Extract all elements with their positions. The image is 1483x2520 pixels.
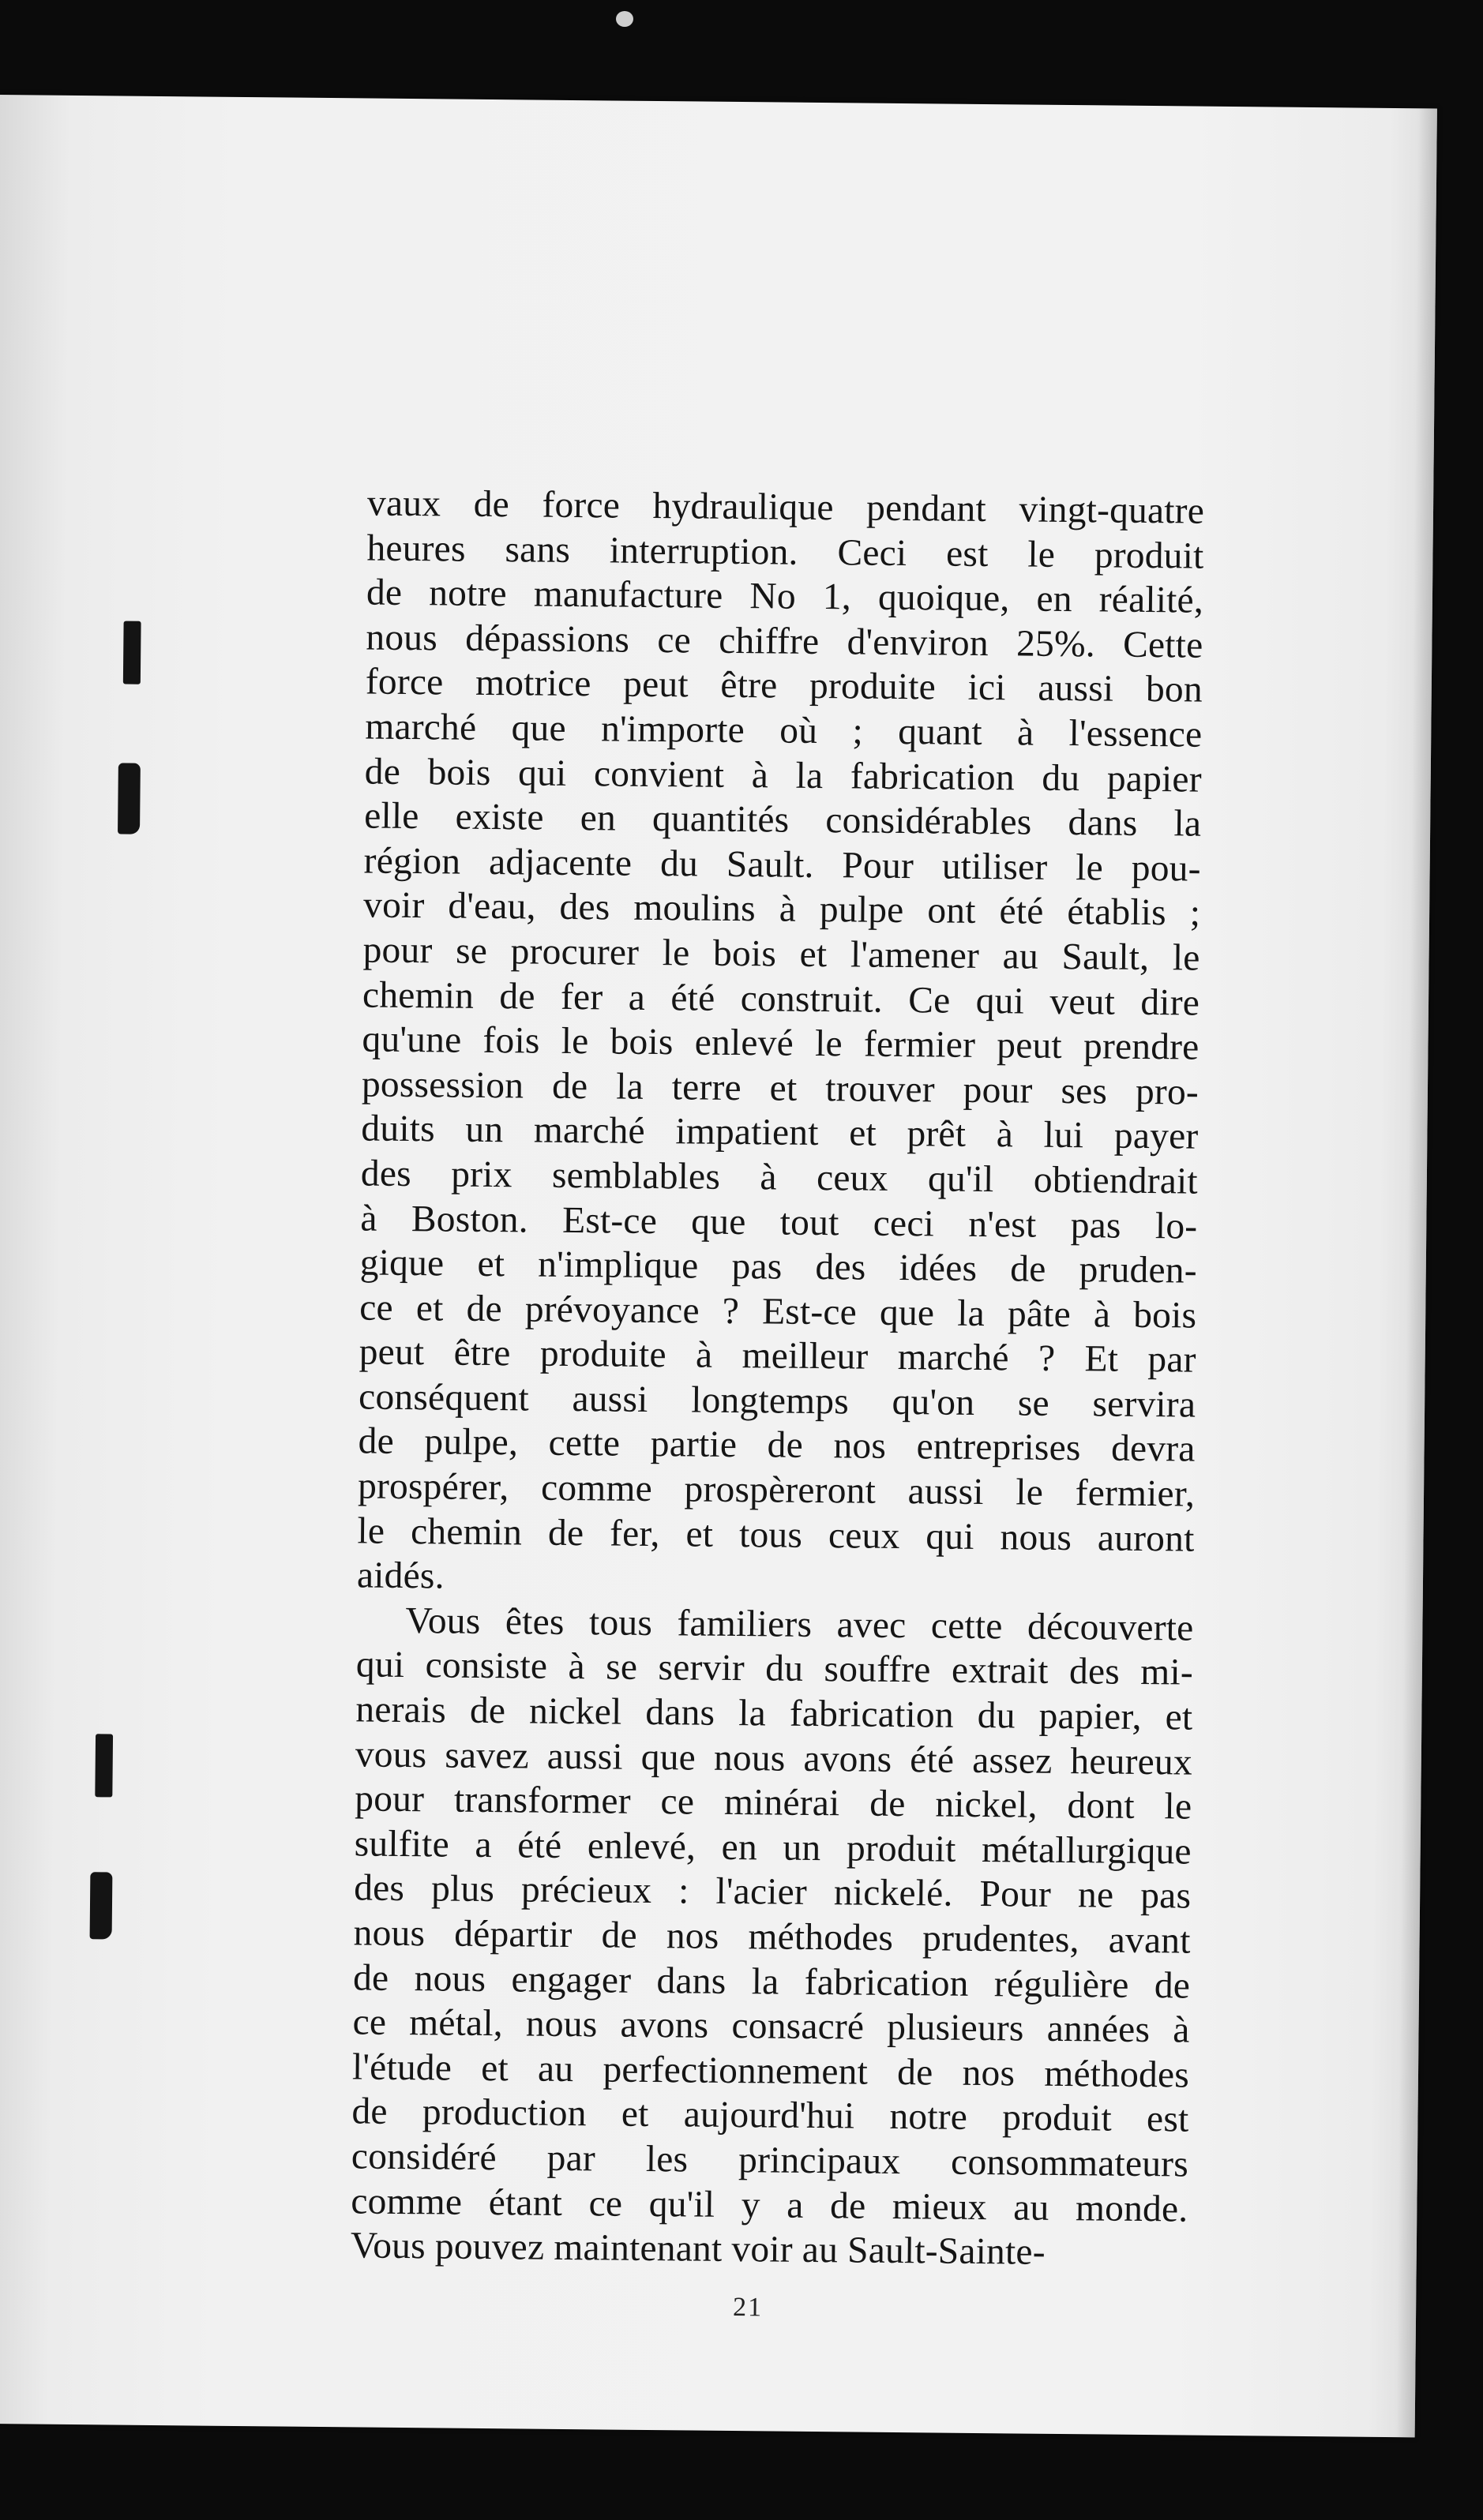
text-line: de production et aujourd'hui notre produit est: [351, 2091, 1189, 2140]
text-line: pour transformer ce minérai de nickel, dont le: [355, 1778, 1192, 1828]
text-line: vaux de force hydraulique pendant vingt-quatre: [366, 482, 1205, 532]
text-line: nerais de nickel dans la fabrication du papier, et: [355, 1689, 1193, 1738]
text-line: région adjacente du Sault. Pour utiliser le pou-: [363, 840, 1201, 890]
text-line: possession de la terre et trouver pour ses pro-: [361, 1063, 1200, 1113]
text-line: duits un marché impatient et prêt à lui payer: [361, 1108, 1199, 1157]
text-line: peut être produite à meilleur marché ? Et par: [359, 1331, 1196, 1381]
page-number: 21: [732, 2293, 764, 2323]
binding-hole-mark: [90, 1872, 113, 1939]
binding-hole-mark: [123, 621, 141, 684]
text-line: sulfite a été enlevé, en un produit métallurgique: [354, 1823, 1192, 1873]
text-line: heures sans interruption. Ceci est le produit: [366, 527, 1204, 577]
text-line: de notre manufacture No 1, quoique, en réalité,: [366, 572, 1204, 621]
text-line: considéré par les principaux consommateurs: [351, 2136, 1189, 2185]
text-line: ce métal, nous avons consacré plusieurs années à: [352, 2001, 1190, 2051]
text-line: voir d'eau, des moulins à pulpe ont été établis ;: [362, 884, 1201, 934]
text-line: Vous êtes tous familiers avec cette découverte: [405, 1599, 1194, 1649]
scan-speck: [616, 11, 633, 27]
binding-hole-mark: [118, 763, 141, 834]
text-line: l'étude et au perfectionnement de nos méthodes: [351, 2046, 1190, 2096]
paragraph: [351, 1598, 1194, 2276]
text-line: de pulpe, cette partie de nos entreprises devra: [358, 1420, 1196, 1471]
text-line: chemin de fer a été construit. Ce qui veut dire: [362, 973, 1200, 1024]
text-line: nous dépassions ce chiffre d'environ 25%. Cette: [366, 617, 1203, 666]
text-line: force motrice peut être produite ici aussi bon: [365, 661, 1203, 711]
text-line: gique et n'implique pas des idées de pruden-: [359, 1242, 1198, 1292]
text-line: de bois qui convient à la fabrication du papier: [364, 751, 1202, 801]
text-line: des prix semblables à ceux qu'il obtiendrait: [360, 1153, 1199, 1202]
binding-hole-mark: [95, 1734, 113, 1797]
text-line: qu'une fois le bois enlevé le fermier peut prendre: [362, 1018, 1200, 1068]
document-page: [0, 95, 1437, 2437]
body-text: [351, 481, 1205, 2276]
text-line: conséquent aussi longtemps qu'on se servira: [358, 1376, 1196, 1426]
text-line: de nous engager dans la fabrication régulière de: [352, 1956, 1191, 2007]
text-line: comme étant ce qu'il y a de mieux au monde.: [351, 2180, 1188, 2230]
text-line: le chemin de fer, et tous ceux qui nous auront: [357, 1510, 1195, 1560]
text-line: Vous pouvez maintenant voir au Sault-Sainte-: [350, 2225, 1046, 2273]
text-line: des plus précieux : l'acier nickelé. Pour ne pas: [353, 1867, 1192, 1917]
text-line: elle existe en quantités considérables dans la: [364, 795, 1202, 845]
text-line: vous savez aussi que nous avons été assez heureux: [355, 1734, 1193, 1783]
text-line: ce et de prévoyance ? Est-ce que la pâte à bois: [359, 1287, 1197, 1337]
text-line: prospérer, comme prospèreront aussi le fermier,: [357, 1465, 1196, 1515]
text-line: aidés.: [356, 1554, 445, 1597]
text-line: à Boston. Est-ce que tout ceci n'est pas lo-: [360, 1197, 1198, 1247]
text-line: nous départir de nos méthodes prudentes, avant: [353, 1912, 1191, 1962]
text-line: pour se procurer le bois et l'amener au Sault, le: [362, 929, 1200, 979]
paragraph: [357, 481, 1205, 1606]
text-line: marché que n'importe où ; quant à l'essence: [365, 706, 1203, 756]
text-line: qui consiste à se servir du souffre extrait des mi-: [355, 1644, 1194, 1694]
